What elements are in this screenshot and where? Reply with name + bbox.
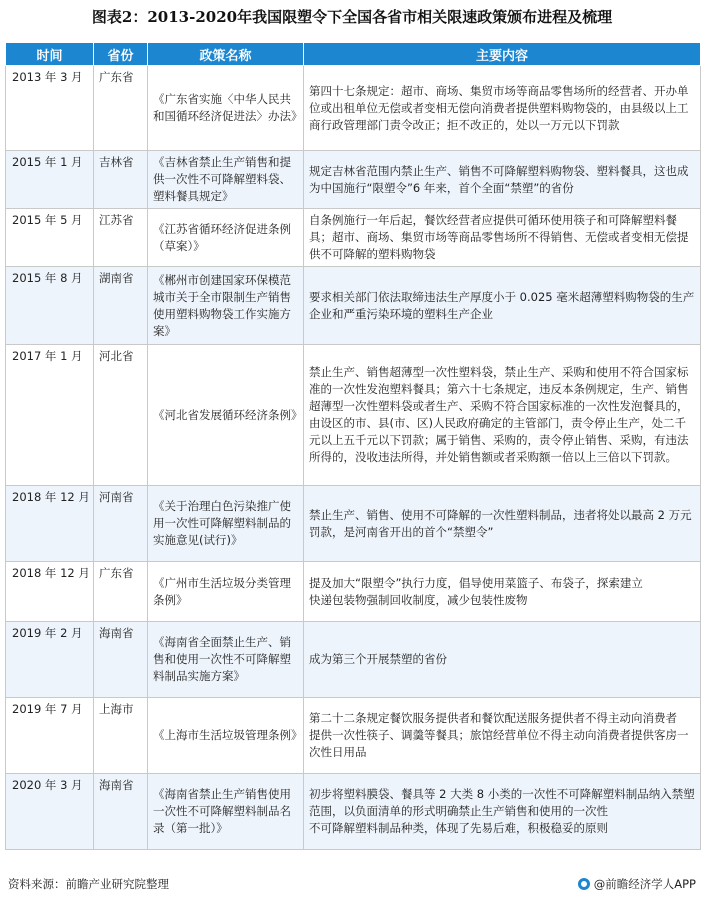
table-row — [6, 622, 701, 698]
chart-title: 图表2：2013-2020年我国限塑令下全国各省市相关限速政策颁布进程及梳理 — [91, 8, 613, 26]
cell-province: 江苏省 — [94, 209, 148, 267]
cell-policy: 《江苏省循环经济促进条例（草案）》 — [148, 209, 304, 267]
cell-province: 广东省 — [94, 66, 148, 151]
table-header-row — [6, 43, 701, 66]
cell-province: 河北省 — [94, 345, 148, 486]
cell-policy: 《郴州市创建国家环保模范城市关于全市限制生产销售使用塑料购物袋工作实施方案》 — [148, 267, 304, 345]
header-time: 时间 — [6, 43, 94, 66]
cell-province: 吉林省 — [94, 151, 148, 209]
cell-policy: 《上海市生活垃圾管理条例》 — [148, 698, 304, 774]
cell-time: 2018 年 12 月 — [6, 562, 94, 622]
cell-policy: 《吉林省禁止生产销售和提供一次性不可降解塑料袋、塑料餐具规定》 — [148, 151, 304, 209]
cell-policy: 《关于治理白色污染推广使用一次性可降解塑料制品的实施意见(试行)》 — [148, 486, 304, 562]
header-content: 主要内容 — [304, 43, 701, 66]
cell-content: 第四十七条规定：超市、商场、集贸市场等商品零售场所的经营者、开办单位或出租单位无偿或者变相无偿向消费者提供塑料购物袋的，由县级以上工商行政管理部门责令改正；拒不改正的，处以一万元以下罚款 — [304, 66, 701, 151]
cell-policy: 《海南省全面禁止生产、销售和使用一次性不可降解塑料制品实施方案》 — [148, 622, 304, 698]
header-province: 省份 — [94, 43, 148, 66]
brand-label: @前瞻经济学人APP — [593, 877, 696, 891]
cell-province: 海南省 — [94, 622, 148, 698]
cell-time: 2015 年 8 月 — [6, 267, 94, 345]
cell-policy: 《广州市生活垃圾分类管理条例》 — [148, 562, 304, 622]
table-row — [6, 486, 701, 562]
cell-time: 2013 年 3 月 — [6, 66, 94, 151]
header-policy: 政策名称 — [148, 43, 304, 66]
cell-time: 2018 年 12 月 — [6, 486, 94, 562]
cell-time: 2015 年 1 月 — [6, 151, 94, 209]
cell-content: 自条例施行一年后起，餐饮经营者应提供可循环使用筷子和可降解塑料餐具；超市、商场、集贸市场等商品零售场所不得销售、无偿或者变相无偿提供不可降解的塑料购物袋 — [304, 209, 701, 267]
cell-province: 河南省 — [94, 486, 148, 562]
cell-province: 海南省 — [94, 774, 148, 850]
table-row — [6, 345, 701, 486]
source-note: 资料来源：前瞻产业研究院整理 — [8, 877, 169, 891]
brand-watermark — [578, 876, 696, 892]
table-row — [6, 774, 701, 850]
cell-policy: 《广东省实施〈中华人民共和国循环经济促进法〉办法》 — [148, 66, 304, 151]
table-row — [6, 66, 701, 151]
cell-content: 提及加大“限塑令”执行力度，倡导使用菜篮子、布袋子，探索建立 快递包装物强制回收制度，减少包装性废物 — [304, 562, 701, 622]
brand-logo-icon — [578, 878, 590, 890]
cell-content: 要求相关部门依法取缔违法生产厚度小于 0.025 毫米超薄塑料购物袋的生产企业和严重污染环境的塑料生产企业 — [304, 267, 701, 345]
cell-province: 上海市 — [94, 698, 148, 774]
cell-content: 第二十二条规定餐饮服务提供者和餐饮配送服务提供者不得主动向消费者 提供一次性筷子、调羹等餐具；旅馆经营单位不得主动向消费者提供客房一次性日用品 — [304, 698, 701, 774]
cell-content: 初步将塑料膜袋、餐具等 2 大类 8 小类的一次性不可降解塑料制品纳入禁塑范围，以负面清单的形式明确禁止生产销售和使用的一次性 不可降解塑料制品种类，体现了先易后难，积极稳妥的原则 — [304, 774, 701, 850]
cell-time: 2019 年 7 月 — [6, 698, 94, 774]
cell-content: 禁止生产、销售、使用不可降解的一次性塑料制品，违者将处以最高 2 万元罚款，是河南省开出的首个“禁塑令” — [304, 486, 701, 562]
policy-table — [5, 42, 701, 850]
table-row — [6, 151, 701, 209]
cell-province: 湖南省 — [94, 267, 148, 345]
cell-content: 成为第三个开展禁塑的省份 — [304, 622, 701, 698]
cell-time: 2015 年 5 月 — [6, 209, 94, 267]
cell-policy: 《河北省发展循环经济条例》 — [148, 345, 304, 486]
table-row — [6, 209, 701, 267]
cell-time: 2020 年 3 月 — [6, 774, 94, 850]
table-row — [6, 267, 701, 345]
cell-content: 禁止生产、销售超薄型一次性塑料袋，禁止生产、采购和使用不符合国家标准的一次性发泡塑料餐具；第六十七条规定，违反本条例规定，生产、销售超薄型一次性塑料袋或者生产、采购不符合国家标准的一次性发泡餐具的，由设区的市、县(市、区)人民政府确定的主管部门，责令停止生产，处二千元以上五千元以下罚款；属于销售、采购的，责令停止销售、采购，有违法所得的，没收违法所得，并处销售额或者采购额一倍以上三倍以下罚款。 — [304, 345, 701, 486]
cell-time: 2017 年 1 月 — [6, 345, 94, 486]
table-row — [6, 562, 701, 622]
table-row — [6, 698, 701, 774]
cell-content: 规定吉林省范围内禁止生产、销售不可降解塑料购物袋、塑料餐具，这也成为中国施行“限塑令”6 年来，首个全面“禁塑”的省份 — [304, 151, 701, 209]
cell-time: 2019 年 2 月 — [6, 622, 94, 698]
cell-province: 广东省 — [94, 562, 148, 622]
cell-policy: 《海南省禁止生产销售使用一次性不可降解塑料制品名录（第一批）》 — [148, 774, 304, 850]
